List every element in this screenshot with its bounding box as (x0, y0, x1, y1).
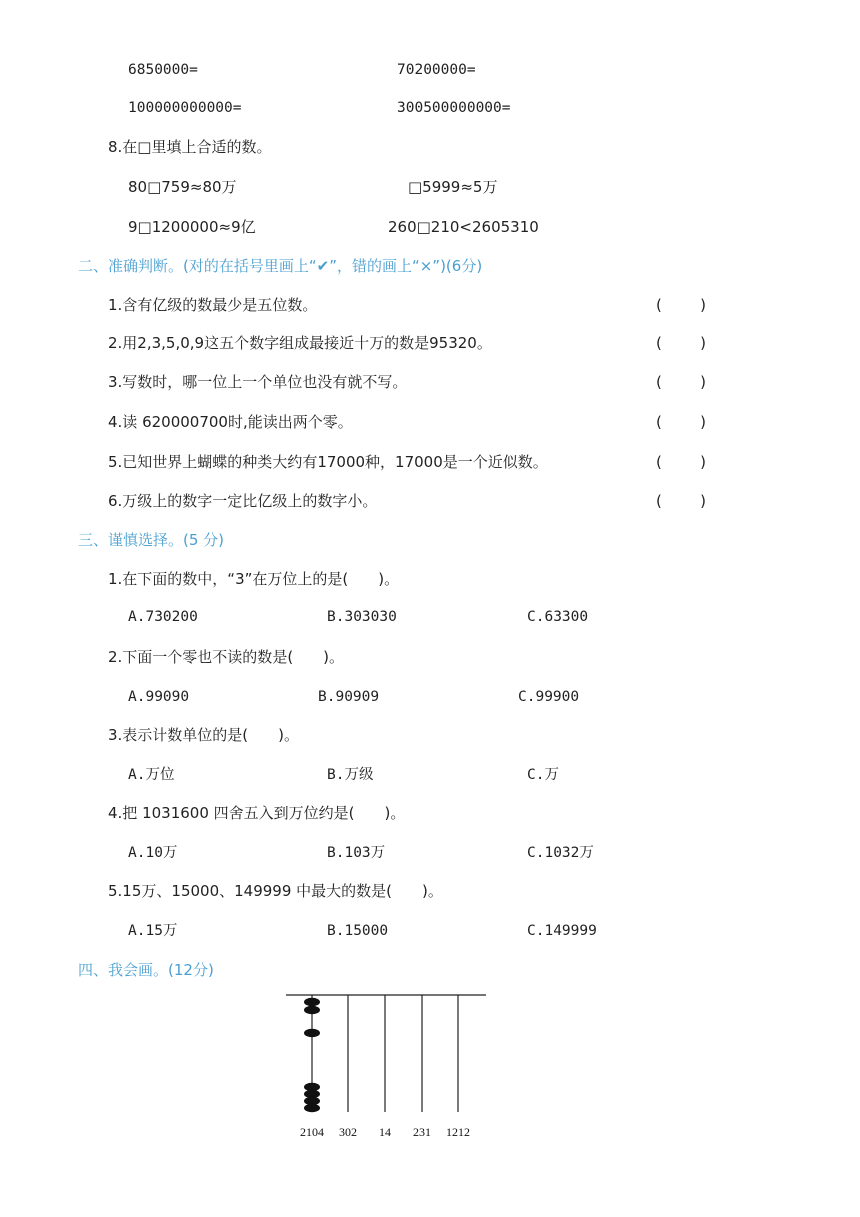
choice-3-option-a[interactable]: A.万位 (128, 767, 175, 783)
answer-paren-1[interactable]: ( ) (656, 296, 706, 314)
judge-item-2: 2.用2,3,5,0,9这五个数字组成最接近十万的数是95320。 (108, 334, 492, 352)
abacus-bead (304, 1006, 320, 1014)
answer-paren-5[interactable]: ( ) (656, 453, 706, 471)
section4-heading: 四、我会画。(12分) (78, 961, 214, 979)
section2-heading: 二、准确判断。(对的在括号里画上“✔”，错的画上“×”)(6分) (78, 257, 483, 275)
q7-row1-right: 70200000= (397, 62, 476, 78)
q8-item-4: 260□210<2605310 (388, 218, 539, 236)
choice-2-option-b[interactable]: B.90909 (318, 689, 380, 705)
abacus-bead (304, 998, 320, 1006)
q7-row1-left: 6850000= (128, 62, 198, 78)
section3-heading: 三、谨慎选择。(5 分) (78, 531, 225, 549)
choice-1-option-a[interactable]: A.730200 (128, 609, 198, 625)
choice-1-option-b[interactable]: B.303030 (327, 609, 397, 625)
choice-question-1: 1.在下面的数中，“3”在万位上的是( )。 (108, 570, 400, 588)
choice-5-option-c[interactable]: C.149999 (527, 923, 597, 939)
q7-row2-left: 100000000000= (128, 100, 242, 116)
abacus-bead (304, 1029, 320, 1037)
choice-question-3: 3.表示计数单位的是( )。 (108, 726, 300, 744)
abacus-label-4: 231 (413, 1125, 431, 1139)
abacus-bead (304, 1104, 320, 1112)
answer-paren-4[interactable]: ( ) (656, 413, 706, 431)
answer-paren-6[interactable]: ( ) (656, 492, 706, 510)
abacus-label-3: 14 (379, 1125, 391, 1139)
choice-question-2: 2.下面一个零也不读的数是( )。 (108, 648, 345, 666)
choice-question-4: 4.把 1031600 四舍五入到万位约是( )。 (108, 804, 406, 822)
choice-2-option-a[interactable]: A.99090 (128, 689, 190, 705)
choice-5-option-b[interactable]: B.15000 (327, 923, 389, 939)
choice-4-option-a[interactable]: A.10万 (128, 845, 178, 861)
judge-item-1: 1.含有亿级的数最少是五位数。 (108, 296, 318, 314)
judge-item-3: 3.写数时，哪一位上一个单位也没有就不写。 (108, 373, 408, 391)
choice-4-option-b[interactable]: B.103万 (327, 845, 386, 861)
counting-frame-diagram (280, 985, 500, 1150)
judge-item-5: 5.已知世界上蝴蝶的种类大约有17000种，17000是一个近似数。 (108, 453, 548, 471)
choice-4-option-c[interactable]: C.1032万 (527, 845, 594, 861)
choice-3-option-c[interactable]: C.万 (527, 767, 559, 783)
answer-paren-3[interactable]: ( ) (656, 373, 706, 391)
q7-row2-right: 300500000000= (397, 100, 511, 116)
judge-item-4: 4.读 620000700时,能读出两个零。 (108, 413, 353, 431)
abacus-label-1: 2104 (300, 1125, 324, 1139)
abacus-label-5: 1212 (446, 1125, 470, 1139)
q8-item-2: □5999≈5万 (408, 178, 498, 196)
choice-1-option-c[interactable]: C.63300 (527, 609, 589, 625)
choice-question-5: 5.15万、15000、149999 中最大的数是( )。 (108, 882, 443, 900)
abacus-label-2: 302 (339, 1125, 357, 1139)
q8-item-3: 9□1200000≈9亿 (128, 218, 256, 236)
choice-3-option-b[interactable]: B.万级 (327, 767, 374, 783)
answer-paren-2[interactable]: ( ) (656, 334, 706, 352)
q8-title: 8.在□里填上合适的数。 (108, 138, 272, 156)
choice-2-option-c[interactable]: C.99900 (518, 689, 580, 705)
choice-5-option-a[interactable]: A.15万 (128, 923, 178, 939)
q8-item-1: 80□759≈80万 (128, 178, 237, 196)
judge-item-6: 6.万级上的数字一定比亿级上的数字小。 (108, 492, 378, 510)
